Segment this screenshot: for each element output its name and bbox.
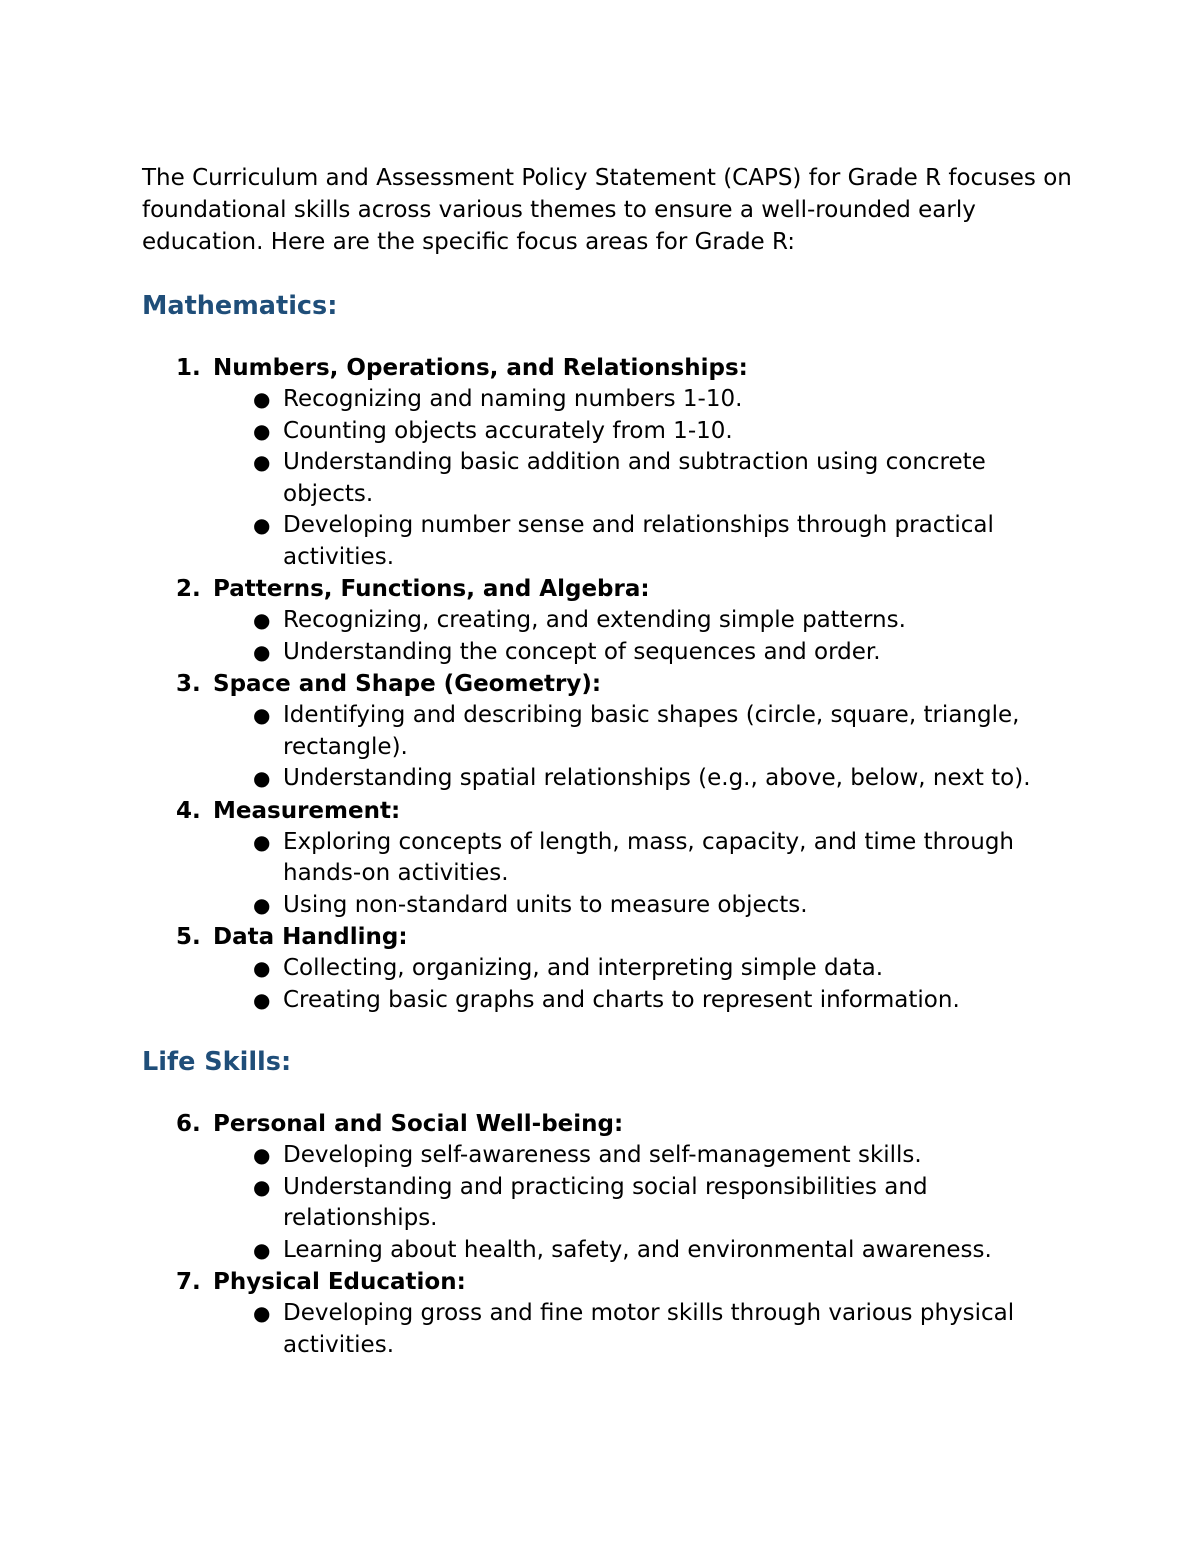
bullet-text: Recognizing and naming numbers 1-10. (283, 386, 743, 412)
topic-item (142, 1108, 1072, 1266)
bullet-item (142, 1172, 1072, 1235)
bullet-text: Recognizing, creating, and extending simple patterns. (283, 607, 906, 633)
bullet-icon: ● (253, 608, 271, 632)
bullet-item (142, 416, 1072, 448)
bullet-text: Collecting, organizing, and interpreting simple data. (283, 955, 884, 981)
bullet-item (142, 1235, 1072, 1267)
bullet-list (142, 605, 1072, 668)
bullet-icon: ● (253, 766, 271, 790)
bullet-icon: ● (253, 639, 271, 664)
bullet-item (142, 1298, 1072, 1361)
bullet-text: Understanding and practicing social responsibilities and relationships. (283, 1173, 928, 1231)
section-heading-mathematics: Mathematics: (142, 291, 338, 321)
bullet-item (142, 953, 1072, 985)
topic-item (142, 573, 1072, 668)
bullet-item (142, 637, 1072, 669)
topic-number: 2. (176, 576, 201, 602)
bullet-icon: ● (253, 1143, 271, 1167)
bullet-item (142, 890, 1072, 922)
bullet-icon: ● (253, 987, 271, 1012)
topic-heading (142, 668, 1072, 700)
bullet-item (142, 985, 1072, 1017)
topic-title: Data Handling: (213, 924, 408, 950)
bullet-item (142, 447, 1072, 510)
topic-number: 1. (176, 355, 201, 381)
life-skills-topic-list (142, 1108, 1072, 1361)
bullet-text: Learning about health, safety, and environmental awareness. (283, 1236, 992, 1263)
bullet-icon: ● (253, 892, 271, 917)
bullet-list (142, 827, 1072, 922)
topic-heading (142, 921, 1072, 953)
bullet-item (142, 605, 1072, 637)
bullet-icon: ● (253, 450, 271, 474)
bullet-text: Using non-standard units to measure objects. (283, 891, 808, 918)
topic-heading (142, 1108, 1072, 1140)
bullet-icon: ● (253, 956, 271, 980)
bullet-icon: ● (253, 513, 271, 537)
bullet-icon: ● (253, 387, 271, 411)
bullet-text: Developing self-awareness and self-management skills. (283, 1142, 922, 1168)
topic-number: 4. (176, 797, 201, 824)
topic-number: 7. (176, 1269, 201, 1295)
bullet-icon: ● (253, 1174, 271, 1199)
bullet-icon: ● (253, 1237, 271, 1262)
topic-item (142, 795, 1072, 922)
topic-heading (142, 352, 1072, 384)
bullet-text: Exploring concepts of length, mass, capacity, and time through hands-on activities. (283, 828, 1014, 886)
topic-item (142, 668, 1072, 795)
bullet-text: Understanding the concept of sequences and order. (283, 638, 881, 665)
bullet-icon: ● (253, 703, 271, 727)
bullet-text: Identifying and describing basic shapes (circle, square, triangle, rectangle). (283, 702, 1020, 760)
intro-paragraph: The Curriculum and Assessment Policy Statement (CAPS) for Grade R focuses on foundational skills across various themes to ensure a well-rounded early education. Here are the specific focus areas for Grade R: (142, 165, 1072, 255)
bullet-item (142, 763, 1072, 795)
bullet-list (142, 1298, 1072, 1361)
topic-number: 3. (176, 671, 201, 697)
topic-heading (142, 573, 1072, 605)
topic-heading (142, 795, 1072, 827)
bullet-icon: ● (253, 829, 271, 854)
topic-title: Measurement: (213, 797, 401, 824)
bullet-icon: ● (253, 418, 271, 443)
topic-title: Personal and Social Well-being: (213, 1111, 624, 1137)
bullet-list (142, 384, 1072, 573)
bullet-text: Understanding basic addition and subtraction using concrete objects. (283, 449, 986, 507)
topic-title: Patterns, Functions, and Algebra: (213, 576, 650, 602)
topic-title: Space and Shape (Geometry): (213, 671, 602, 697)
bullet-icon: ● (253, 1301, 271, 1325)
mathematics-topic-list (142, 352, 1072, 1016)
bullet-list (142, 1140, 1072, 1266)
bullet-item (142, 384, 1072, 416)
bullet-list (142, 953, 1072, 1016)
bullet-text: Counting objects accurately from 1-10. (283, 417, 733, 444)
bullet-text: Understanding spatial relationships (e.g., above, below, next to). (283, 765, 1031, 791)
bullet-text: Developing number sense and relationships through practical activities. (283, 512, 994, 570)
bullet-item (142, 700, 1072, 763)
document-page (142, 162, 1072, 1361)
bullet-item (142, 827, 1072, 890)
topic-title: Numbers, Operations, and Relationships: (213, 355, 748, 381)
bullet-text: Creating basic graphs and charts to represent information. (283, 986, 960, 1013)
bullet-text: Developing gross and fine motor skills through various physical activities. (283, 1300, 1015, 1358)
topic-number: 5. (176, 924, 201, 950)
bullet-list (142, 700, 1072, 795)
topic-title: Physical Education: (213, 1269, 466, 1295)
section-heading-life-skills: Life Skills: (142, 1047, 292, 1077)
topic-heading (142, 1266, 1072, 1298)
bullet-item (142, 1140, 1072, 1172)
topic-number: 6. (176, 1111, 201, 1137)
topic-item (142, 1266, 1072, 1361)
topic-item (142, 921, 1072, 1016)
bullet-item (142, 510, 1072, 573)
topic-item (142, 352, 1072, 573)
